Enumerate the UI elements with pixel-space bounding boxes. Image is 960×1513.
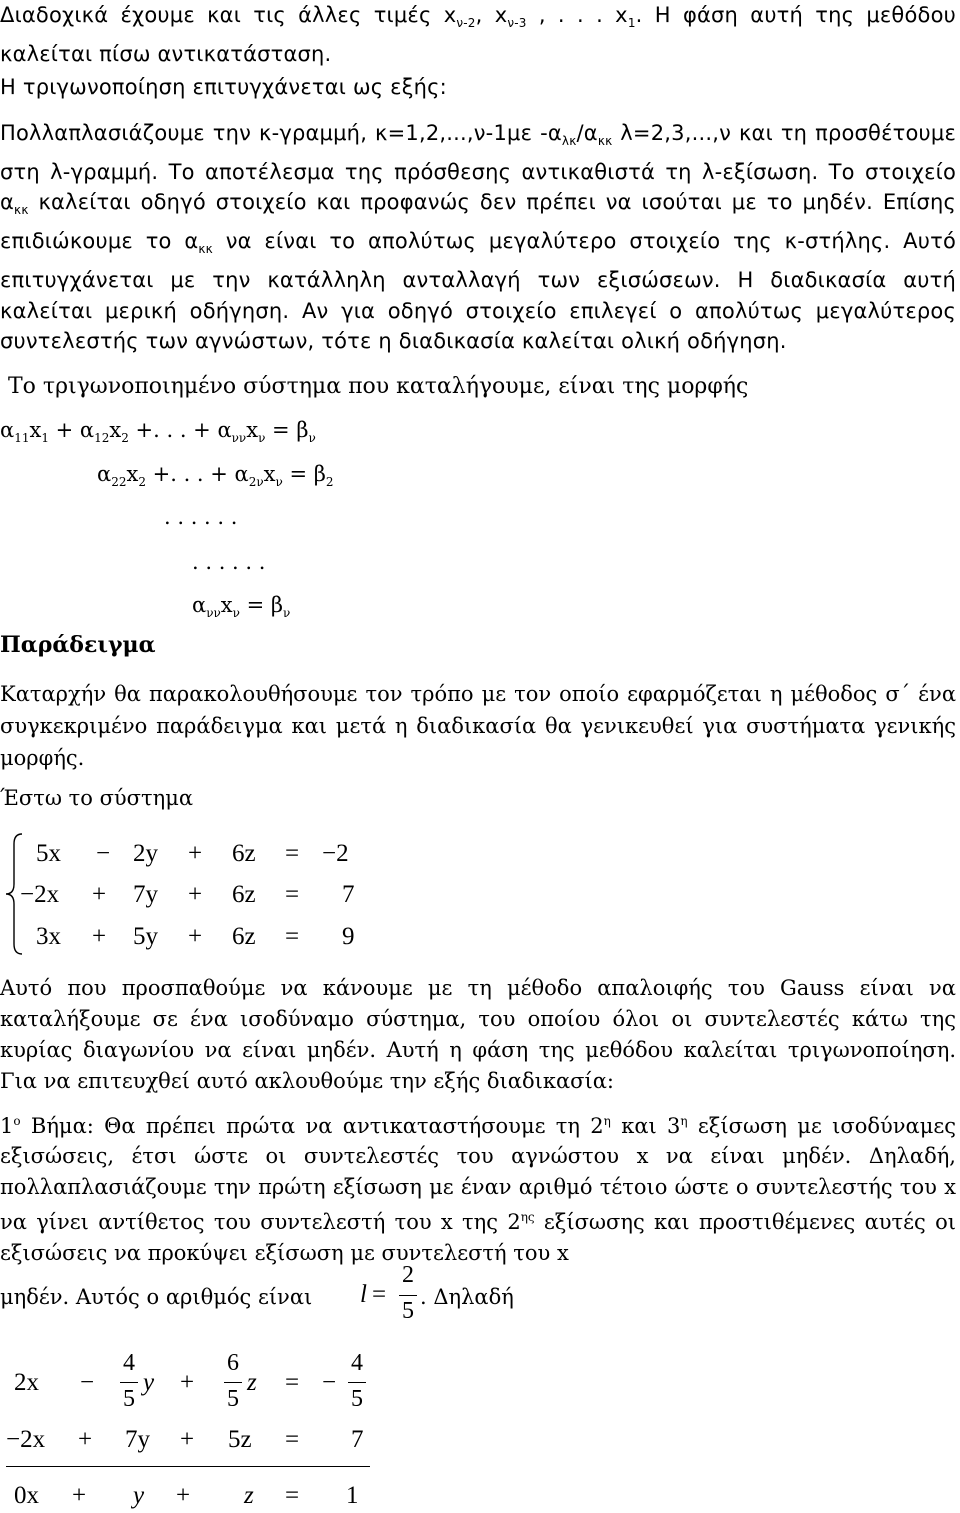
sys-r3-eq: = <box>285 923 300 950</box>
sys-r1-op2: + <box>188 840 203 867</box>
calc-r1-f2-num: 6 <box>227 1350 239 1376</box>
calc-r1-f2-bar <box>224 1382 242 1383</box>
calc-r1-op2: + <box>180 1369 195 1396</box>
paragraph-gauss-method: Αυτό που προσπαθούμε να κάνουμε με τη μέθοδο απαλοιφής του Gauss είναι να καταλήξουμε σε ένα ισοδύναμο σύστημα, του οποίου όλοι οι συντελεστές κάτω της κυρίας διαγωνίου να είναι μηδέν. Αυτή η φάση της μεθόδου καλείται τριγωνοποίηση. Για να επιτευχθεί αυτό ακλουθούμε την εξής διαδικασία: <box>0 976 956 1093</box>
calc-r3-op1: + <box>72 1482 87 1509</box>
calc-r1-eq: = <box>285 1369 300 1396</box>
calc-r3-eq: = <box>285 1482 300 1509</box>
calc-r1-f2-den: 5 <box>227 1386 239 1412</box>
triangular-ellipsis-2: . . . . . . <box>192 550 266 574</box>
paragraph-example-intro: Καταρχήν θα παρακολουθήσουμε τον τρόπο με τον οποίο εφαρμόζεται η μέθοδος σ΄ ένα συγκεκριμένο παράδειγμα και μετά η διαδικασία θα γενικευθεί για συστήματα γενικής μορφής. <box>0 682 956 770</box>
paragraph-step-one: $1^o$ Βήμα: Θα πρέπει πρώτα να αντικαταστήσουμε τη $2^\eta$ και $3^\eta$ εξίσωση με ισοδύναμες εξισώσεις, έτσι ώστε οι συντελεστές του αγνώστου x να είναι μηδέν. Δηλαδή, πολλαπλασιάζουμε την πρώτη εξίσωση με έναν αριθμό τέτοιο ώστε ο συντελεστής του x να γίνει αντίθετος του συντελεστή του x της $2^{\eta\varsigma}$ εξίσωσης και προστιθέμενες αυτές οι εξισώσεις να προκύψει εξίσωση με συντελεστή του x <box>0 1114 956 1265</box>
multiplier-denominator: 5 <box>402 1298 414 1324</box>
sys-r3-c1: 3x <box>36 923 61 950</box>
calc-r1-f1-den: 5 <box>123 1386 135 1412</box>
sys-r2-c1: −2x <box>20 881 60 908</box>
calc-sum-line <box>6 1466 370 1467</box>
calc-r2-op2: + <box>180 1426 195 1453</box>
calc-r1-f1-num: 4 <box>123 1350 135 1376</box>
calc-r3-c1: 0x <box>14 1482 39 1509</box>
calc-r3-op2: + <box>176 1482 191 1509</box>
triangular-ellipsis-1: . . . . . . <box>164 505 238 529</box>
calc-r1-op1: − <box>80 1369 95 1396</box>
sys-r2-rhs: 7 <box>342 881 355 908</box>
calc-r2-rhs: 7 <box>351 1426 364 1453</box>
sys-r3-c3: 6z <box>232 923 256 950</box>
sys-r3-rhs: 9 <box>342 923 355 950</box>
sys-r1-c2: 2y <box>133 840 158 867</box>
triangular-row-1: $\alpha_{11}x_1 + \alpha_{12}x_2$ +. . . + $\alpha_{\nu\nu}x_\nu = \beta_\nu$ <box>0 418 316 446</box>
calc-r1-f3-den: 5 <box>351 1386 363 1412</box>
calc-r3-c3: z <box>244 1482 254 1509</box>
paragraph-triangular-form: Το τριγωνοποιημένο σύστημα που καταλήγουμε, είναι της μορφής <box>8 374 749 399</box>
multiplier-suffix: . Δηλαδή <box>420 1285 514 1309</box>
sys-r1-op1: − <box>96 840 111 867</box>
sys-r1-eq: = <box>285 840 300 867</box>
sys-r1-c3: 6z <box>232 840 256 867</box>
sys-r3-op2: + <box>188 923 203 950</box>
calc-r2-op1: + <box>78 1426 93 1453</box>
calc-r1-sign: − <box>322 1369 337 1396</box>
paragraph-system-intro: Έστω το σύστημα <box>0 786 194 810</box>
sys-r1-rhs: −2 <box>322 840 349 867</box>
calc-r1-c1: 2x <box>14 1369 39 1396</box>
sys-r2-op2: + <box>188 881 203 908</box>
triangular-row-2: $\alpha_{22}x_2$ +. . . + $\alpha_{2\nu}x_\nu = \beta_2$ <box>97 462 334 490</box>
calc-r2-c2: 7y <box>125 1426 150 1453</box>
multiplier-line: μηδέν. Αυτός ο αριθμός είναι <box>0 1285 313 1309</box>
paragraph-triangulation-steps: Πολλαπλασιάζουμε την κ-γραμμή, κ=1,2,...,ν-1με $-\alpha_{\lambda\kappa}/\alpha_{\kappa\kappa}$ λ=2,3,...,ν και τη προσθέτουμε στη λ-γραμμή. Το αποτέλεσμα της πρόσθεσης αντικαθιστά τη λ-εξίσωση. Το στοιχείο $\alpha_{\kappa\kappa}$ καλείται οδηγό στοιχείο και προφανώς δεν πρέπει να ισούται με το μηδέν. Επίσης επιδιώκουμε το $\alpha_{\kappa\kappa}$ να είναι το απολύτως μεγαλύτερο στοιχείο της κ-στήλης. Αυτό επιτυγχάνεται με την κατάλληλη ανταλλαγή των εξισώσεων. Η διαδικασία αυτή καλείται μερική οδήγηση. Αν για οδηγό στοιχείο επιλεγεί ο απολύτως μεγαλύτερος συντελεστής των αγνώστων, τότε η διαδικασία καλείται ολική οδήγηση. <box>0 121 957 354</box>
sys-r2-c3: 6z <box>232 881 256 908</box>
sys-r2-op1: + <box>92 881 107 908</box>
triangular-row-last: $\alpha_{\nu\nu}x_\nu = \beta_\nu$ <box>192 593 291 621</box>
sys-r2-c2: 7y <box>133 881 158 908</box>
paragraph-triangulation-intro: Η τριγωνοποίηση επιτυγχάνεται ως εξής: <box>0 75 447 99</box>
multiplier-fraction-bar <box>399 1295 417 1296</box>
calc-r2-c3: 5z <box>228 1426 252 1453</box>
calc-r3-rhs: 1 <box>346 1482 359 1509</box>
calc-r3-c2: y <box>133 1482 145 1509</box>
calc-r1-v2: z <box>247 1369 257 1396</box>
multiplier-numerator: 2 <box>402 1262 414 1288</box>
calc-r2-c1: −2x <box>6 1426 46 1453</box>
calc-r2-eq: = <box>285 1426 300 1453</box>
calc-r1-f3-bar <box>348 1382 366 1383</box>
sys-r3-c2: 5y <box>133 923 158 950</box>
sys-r2-eq: = <box>285 881 300 908</box>
calc-r1-v1: y <box>143 1369 155 1396</box>
sys-r1-c1: 5x <box>36 840 61 867</box>
sys-r3-op1: + <box>92 923 107 950</box>
calc-r1-f3-num: 4 <box>351 1350 363 1376</box>
calc-r1-f1-bar <box>120 1382 138 1383</box>
multiplier-variable: l <box>360 1281 367 1308</box>
multiplier-equals: = <box>372 1281 387 1308</box>
example-heading: Παράδειγμα <box>0 632 156 658</box>
paragraph-back-substitution: Διαδοχικά έχουμε και τις άλλες τιμές $x_{\nu-2}$, $x_{\nu-3}$ , . . . $x_1$. Η φάση αυτή της μεθόδου καλείται πίσω αντικατάσταση. <box>0 3 956 66</box>
